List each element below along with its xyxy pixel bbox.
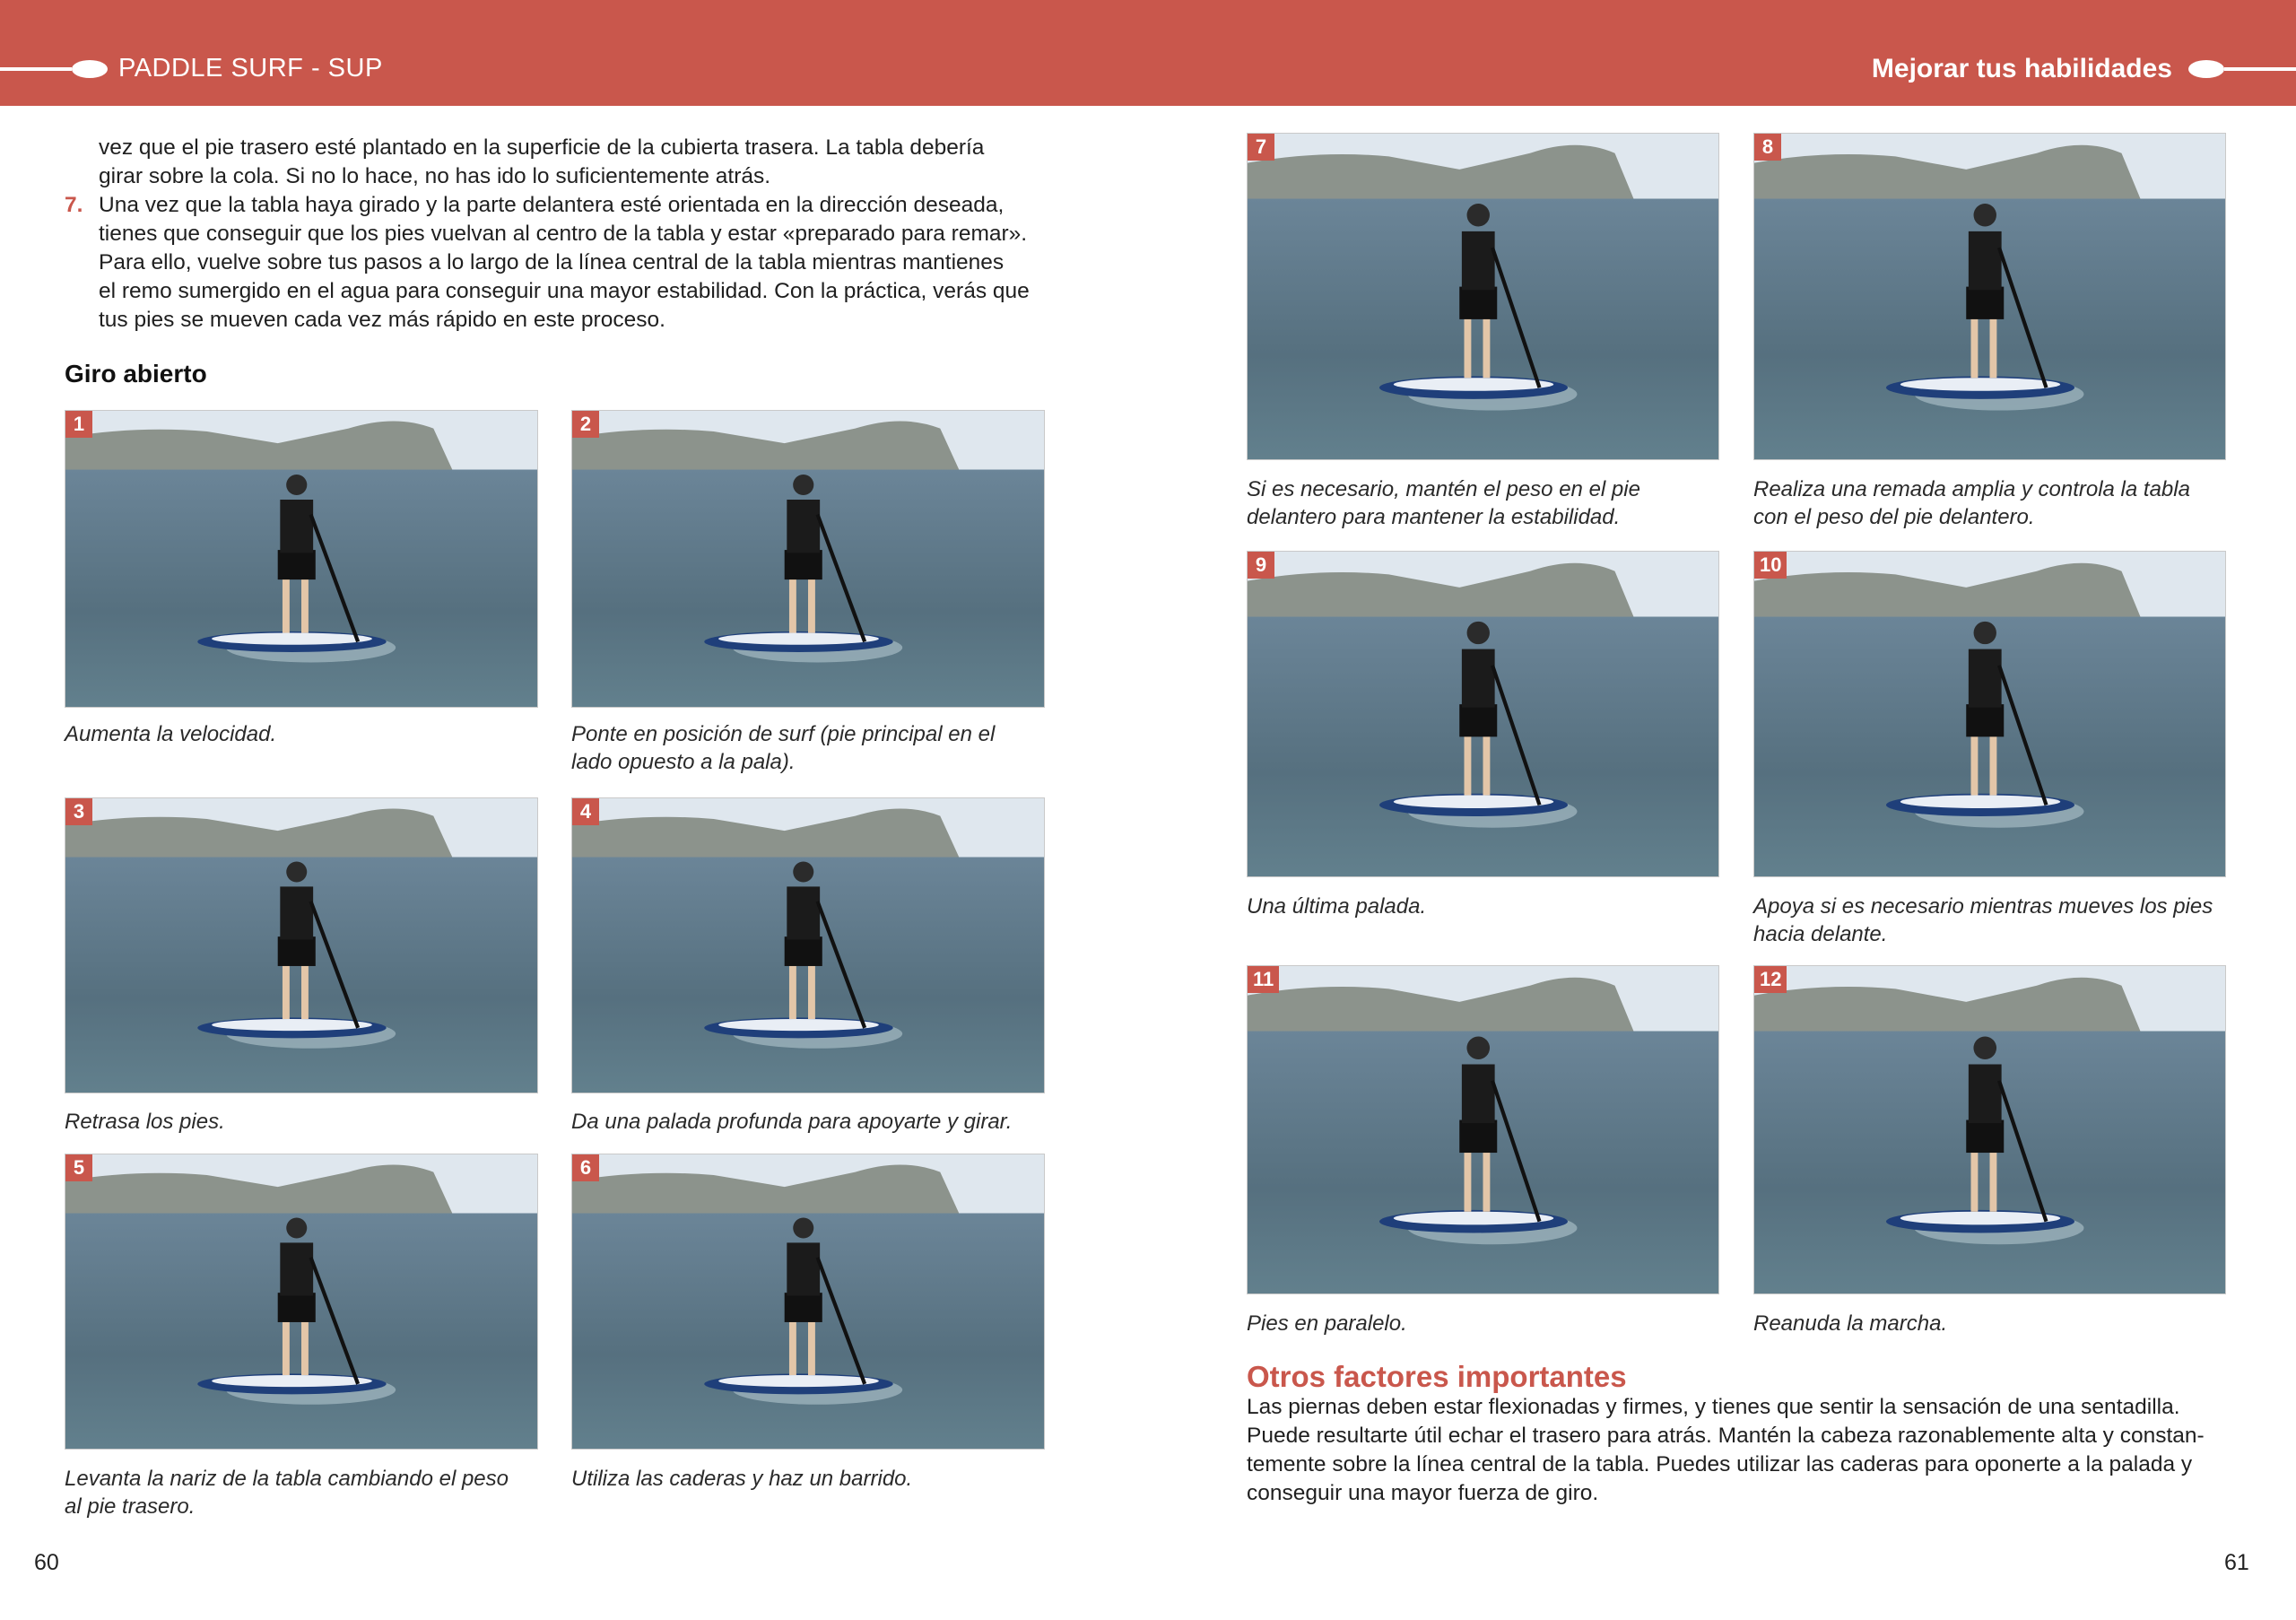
- photo-step-8: [1753, 133, 2226, 460]
- step-number-badge: 11: [1248, 966, 1279, 993]
- photo-step-5: [65, 1154, 538, 1450]
- step-text-line: el remo sumergido en el agua para conseguir una mayor estabilidad. Con la práctica, verás que: [99, 279, 1030, 303]
- photo-caption: Aumenta la velocidad.: [65, 722, 277, 746]
- photo-caption: Apoya si es necesario mientras mueves los pies: [1753, 894, 2213, 919]
- sup-photo-scene: [572, 1154, 1044, 1449]
- header-book-title: PADDLE SURF - SUP: [118, 54, 383, 83]
- photo-step-3: [65, 797, 538, 1093]
- step-text-line: Una vez que la tabla haya girado y la parte delantera esté orientada en la dirección deseada,: [99, 193, 1004, 217]
- paddle-icon: [2187, 54, 2296, 84]
- photo-step-10: [1753, 551, 2226, 877]
- photo-caption: Levanta la nariz de la tabla cambiando el peso: [65, 1467, 509, 1491]
- page-number-left: 60: [34, 1550, 59, 1575]
- step-number-badge: 12: [1754, 966, 1787, 993]
- step-number-badge: 8: [1754, 134, 1781, 161]
- step-number-badge: 6: [572, 1154, 599, 1181]
- sup-photo-scene: [1248, 134, 1718, 459]
- section-heading: Giro abierto: [65, 360, 207, 388]
- photo-step-6: [571, 1154, 1045, 1450]
- step-text-line: tus pies se mueven cada vez más rápido en este proceso.: [99, 308, 665, 332]
- photo-caption: Reanuda la marcha.: [1753, 1311, 1948, 1336]
- header-chapter-title: Mejorar tus habilidades: [1871, 54, 2172, 83]
- step-number-badge: 4: [572, 798, 599, 825]
- photo-caption: hacia delante.: [1753, 922, 1888, 946]
- photo-caption: Pies en paralelo.: [1247, 1311, 1407, 1336]
- intro-continued-line: girar sobre la cola. Si no lo hace, no has ido lo suficientemente atrás.: [99, 164, 771, 188]
- sup-photo-scene: [572, 411, 1044, 707]
- photo-caption: Realiza una remada amplia y controla la tabla: [1753, 477, 2190, 501]
- sup-photo-scene: [1754, 966, 2225, 1293]
- other-factors-line: Las piernas deben estar flexionadas y firmes, y tienes que sentir la sensación de una sentadilla.: [1247, 1395, 2180, 1419]
- other-factors-line: temente sobre la línea central de la tabla. Puedes utilizar las caderas para oponerte a la palada y: [1247, 1452, 2193, 1476]
- intro-continued-line: vez que el pie trasero esté plantado en la superficie de la cubierta trasera. La tabla debería: [99, 135, 985, 160]
- photo-step-12: [1753, 965, 2226, 1294]
- step-number-badge: 1: [65, 411, 92, 438]
- photo-caption: Utiliza las caderas y haz un barrido.: [571, 1467, 913, 1491]
- step-number-badge: 7: [1248, 134, 1274, 161]
- photo-step-7: [1247, 133, 1719, 460]
- step-number-badge: 3: [65, 798, 92, 825]
- step-number-badge: 2: [572, 411, 599, 438]
- sup-photo-scene: [572, 798, 1044, 1093]
- photo-step-4: [571, 797, 1045, 1093]
- photo-caption: al pie trasero.: [65, 1494, 196, 1519]
- photo-caption: con el peso del pie delantero.: [1753, 505, 2035, 529]
- other-factors-line: Puede resultarte útil echar el trasero para atrás. Mantén la cabeza razonablemente alta y constan-: [1247, 1424, 2205, 1448]
- page-number-right: 61: [2224, 1550, 2249, 1575]
- photo-caption: lado opuesto a la pala).: [571, 750, 796, 774]
- photo-caption: delantero para mantener la estabilidad.: [1247, 505, 1621, 529]
- sup-photo-scene: [1754, 134, 2225, 459]
- step-text-line: Para ello, vuelve sobre tus pasos a lo largo de la línea central de la tabla mientras mantienes: [99, 250, 1004, 274]
- step-number-badge: 10: [1754, 552, 1787, 579]
- photo-step-9: [1247, 551, 1719, 877]
- sup-photo-scene: [65, 1154, 537, 1449]
- sup-photo-scene: [1754, 552, 2225, 876]
- other-factors-line: conseguir una mayor fuerza de giro.: [1247, 1481, 1599, 1505]
- photo-caption: Ponte en posición de surf (pie principal en el: [571, 722, 996, 746]
- header-band: [0, 0, 2296, 106]
- photo-caption: Da una palada profunda para apoyarte y girar.: [571, 1110, 1013, 1134]
- sup-photo-scene: [65, 411, 537, 707]
- paddle-icon: [0, 54, 109, 84]
- step-number: 7.: [65, 193, 83, 217]
- photo-caption: Una última palada.: [1247, 894, 1427, 919]
- sup-photo-scene: [65, 798, 537, 1093]
- step-number-badge: 5: [65, 1154, 92, 1181]
- photo-step-2: [571, 410, 1045, 708]
- photo-caption: Retrasa los pies.: [65, 1110, 225, 1134]
- other-factors-title: Otros factores importantes: [1247, 1360, 1627, 1393]
- photo-step-1: [65, 410, 538, 708]
- sup-photo-scene: [1248, 552, 1718, 876]
- step-text-line: tienes que conseguir que los pies vuelvan al centro de la tabla y estar «preparado para remar».: [99, 222, 1028, 246]
- photo-caption: Si es necesario, mantén el peso en el pie: [1247, 477, 1640, 501]
- photo-step-11: [1247, 965, 1719, 1294]
- sup-photo-scene: [1248, 966, 1718, 1293]
- step-number-badge: 9: [1248, 552, 1274, 579]
